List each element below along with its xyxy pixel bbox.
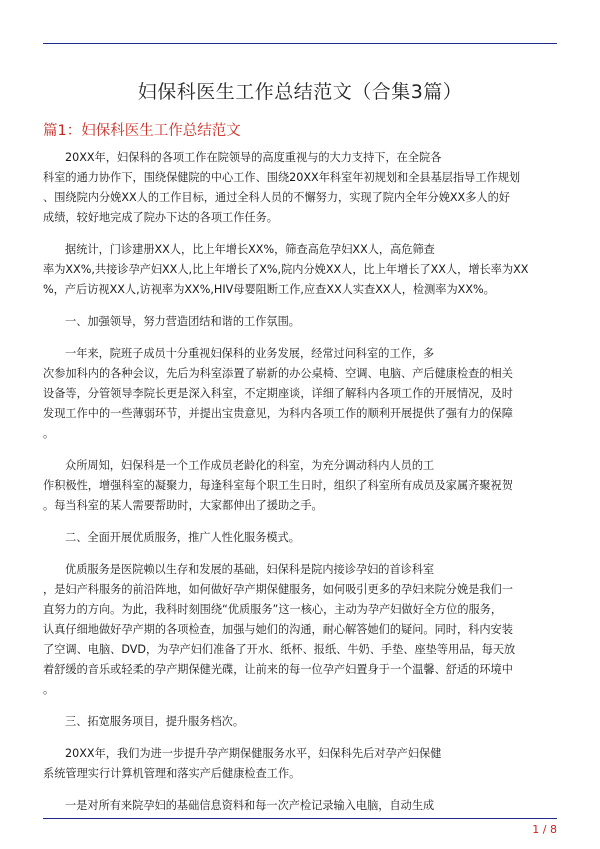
paragraph-line: 。每当科室的某人需要帮助时，大家都伸出了援助之手。 [43,499,323,512]
body-paragraph [43,744,557,784]
paragraph-line: 。 [43,683,55,696]
paragraph-line: 直努力的方向。为此，我科时刻围绕“优质服务”这一核心，主动为孕产妇做好全方位的服务， [43,603,503,616]
paragraph-line: 发现工作中的一些薄弱环节，并提出宝贵意见，为科内各项工作的顺利开展提供了强有力的保障 [43,407,513,420]
body-paragraph [43,796,557,816]
page-indicator: 1 / 8 [532,823,557,836]
paragraph-line: 率为XX%,共接诊孕产妇XX人,比上年增长了X%,院内分娩XX人，比上年增长了XX人，增长率为XX [43,263,529,276]
paragraph-line: 优质服务是医院赖以生存和发展的基础，妇保科是院内接诊孕妇的首诊科室 [65,563,435,576]
paragraph-line: 设备等，分管领导李院长更是深入科室，不定期座谈，详细了解科内各项工作的开展情况，及时 [43,387,513,400]
paragraph-line: 了空调、电脑、DVD，为孕产妇们准备了开水、纸杯、报纸、牛奶、手垫、座垫等用品，每天放 [43,643,516,656]
document-body [43,148,557,828]
paragraph-line: 科室的通力协作下，围绕保健院的中心工作、围绕20XX年科室年初规划和全县基层指导工作规划 [43,171,521,184]
paragraph-line: 作积极性，增强科室的凝聚力，每逢科室每个职工生日时，组织了科室所有成员及家属齐聚祝贺 [43,479,513,492]
document-title: 妇保科医生工作总结范文（合集3篇） [137,81,463,103]
body-paragraph [43,344,557,444]
body-paragraph [43,148,557,228]
paragraph-line: 系统管理实行计算机管理和落实产后健康检查工作。 [43,767,301,780]
paragraph-line: 。 [43,427,55,440]
paragraph-line: 三、拓宽服务项目，提升服务档次。 [65,715,245,728]
paragraph-line: 次参加科内的各种会议，先后为科室添置了崭新的办公桌椅、空调、电脑、产后健康检查的相关 [43,367,513,380]
paragraph-line: 一是对所有来院孕妇的基础信息资料和每一次产检记录输入电脑，自动生成 [65,799,435,812]
paragraph-line: ，是妇产科服务的前沿阵地，如何做好孕产期保健服务，如何吸引更多的孕妇来院分娩是我们一 [43,583,513,596]
body-paragraph [43,528,557,548]
paragraph-line: 众所周知，妇保科是一个工作成员老龄化的科室，为充分调动科内人员的工 [65,459,435,472]
body-paragraph [43,712,557,732]
paragraph-line: 据统计，门诊建册XX人，比上年增长XX%，筛查高危孕妇XX人，高危筛查 [65,243,435,256]
header-rule [43,43,557,44]
body-paragraph [43,456,557,516]
paragraph-line: 20XX年，妇保科的各项工作在院领导的高度重视与的大力支持下，在全院各 [65,151,442,164]
section-heading: 篇1：妇保科医生工作总结范文 [43,123,241,139]
paragraph-line: 一年来，院班子成员十分重视妇保科的业务发展，经常过问科室的工作，多 [65,347,435,360]
paragraph-line: 认真仔细地做好孕产期的各项检查，加强与她们的沟通，耐心解答她们的疑问。同时，科内安装 [43,623,513,636]
paragraph-line: 、围绕院内分娩XX人的工作目标，通过全科人员的不懈努力，实现了院内全年分娩XX多人的好 [43,191,510,204]
body-paragraph [43,312,557,332]
paragraph-line: 二、全面开展优质服务，推广人性化服务模式。 [65,531,300,544]
body-paragraph [43,240,557,300]
paragraph-line: 一、加强领导，努力营造团结和谐的工作氛围。 [65,315,300,328]
paragraph-line: 成绩，较好地完成了院办下达的各项工作任务。 [43,211,278,224]
body-paragraph [43,560,557,700]
footer-rule [43,818,557,819]
paragraph-line: 20XX年，我们为进一步提升孕产期保健服务水平，妇保科先后对孕产妇保健 [65,747,442,760]
paragraph-line: 着舒缓的音乐或轻柔的孕产期保健光碟，让前来的每一位孕产妇置身于一个温馨、舒适的环境中 [43,663,513,676]
paragraph-line: %，产后访视XX人,访视率为XX%,HIV母婴阻断工作,应查XX人实查XX人，检测率为XX%。 [43,283,495,296]
